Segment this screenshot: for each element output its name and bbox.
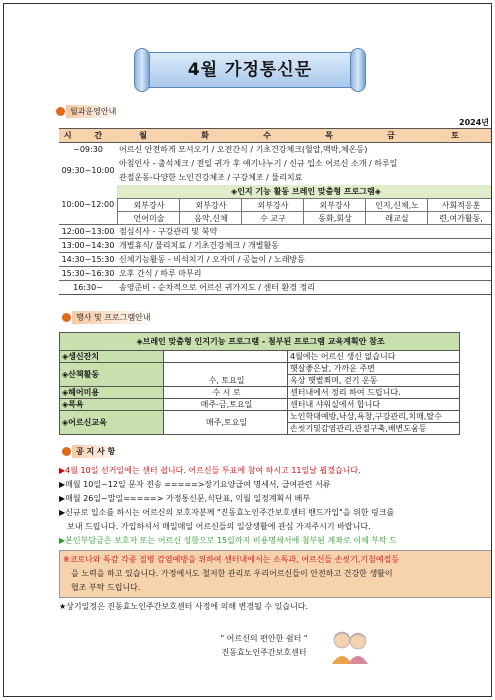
table-row [60,411,460,423]
program-cell: 외부강사 [241,199,303,212]
infection-notice-box [59,550,492,598]
section-title: 행사 및 프로그램안내 [72,311,155,324]
program-cell: 외부강사 [303,199,365,212]
time-cell: 16:30~ [59,281,117,295]
table-row [59,143,492,157]
header-tue: 화 [179,129,241,143]
table-row [60,363,460,375]
table-row [59,267,492,281]
time-cell: 13:00~14:30 [59,239,117,253]
notice-item: ※코로나와 독감 각종 질병 감염예방을 위하여 센터내에서는 소독과, 어르신들 손씻기,기침예절등 [63,555,400,564]
bullet-icon [62,313,71,322]
event-name: ◈산책활동 [60,363,164,387]
event-desc: 노인학대예방,낙상,욕창,구강관리,치매,탈수 [288,411,460,423]
program-cell: 외부강사 [179,199,241,212]
table-row [60,387,460,399]
program-cell: 련,여가활동, [427,212,492,225]
event-when [164,351,288,363]
footer-motto: " 어르신의 편안한 쉼터 " [220,634,308,643]
events-table [59,332,460,435]
event-when: 수, 토요일 [164,363,288,387]
table-row [60,333,460,351]
header-fri: 금 [365,129,427,143]
time-cell: 12:00~13:00 [59,225,117,239]
notice-item: ▶신규로 입소를 하시는 어르신의 보호자분께 "진동효노인주간보호센터 밴드가입"을 위한 링크를 [59,508,395,517]
header-wed: 수 [241,129,303,143]
activity-cell: 오후 간식 / 하루 마무리 [117,267,492,281]
section-title: 공 지 사 항 [72,445,119,458]
notice-item: 보내 드립니다. 가입하셔서 매일매일 어르신들의 일상생활에 관심 가져주시기 바랍니다. [67,522,371,531]
notice-list [59,464,492,614]
program-cell: 음악,신체 [179,212,241,225]
table-row [59,281,492,295]
table-row [59,171,492,185]
elderly-couple-icon [326,626,374,666]
daily-schedule-table [59,128,492,295]
notice-item: 을 노력을 하고 있습니다. 가정에서도 철저한 관리로 우리어르신들이 안전하고 건강한 생활이 [71,569,393,578]
activity-cell: 송영준비 - 순차적으로 어르신 귀가지도 / 센터 환경 정리 [117,281,492,295]
event-when: 매주-금,토요일 [164,399,288,411]
event-desc: 4월에는 어르신 생신 없습니다 [288,351,460,363]
table-row [59,157,492,171]
program-cell: 인지,신체,노 [365,199,427,212]
program-banner: ◈인지 기능 활동 브레인 맞춤형 프로그램◈ [117,185,492,199]
table-row [60,351,460,363]
activity-cell: 관절운동-다양한 노인건강체조 / 구강체조 / 물리치료 [119,173,303,182]
event-desc: 센터내 샤워실에서 합니다 [288,399,460,411]
table-row [60,399,460,411]
activity-cell: 어르신 안전하게 모셔오기 / 오전간식 / 기초건강체크(혈압,맥박,체온등) [119,145,368,155]
program-cell: 사회적응훈 [427,199,492,212]
program-reference: ◈브레인 맞춤형 인지기능 프로그램 - 첨부된 프로그램 교육계획안 참조 [60,333,460,351]
program-cell: 수 교구 [241,212,303,225]
header-thu: 목 [303,129,365,143]
notice-item: ▶매월 10일~12일 문자 전송 =====>장기요양급여 명세서, 급여관련 서류 [59,480,331,489]
event-desc: 옥상 햇볕쬐며, 걷기 운동 [288,375,460,387]
time-cell: 09:30~10:00 [61,166,115,175]
notice-item: ★상기일정은 진동효노인주간보호센터 사정에 의해 변경될 수 있습니다. [59,602,309,611]
section-title: 월과운영안내 [66,105,120,118]
notice-item: ▶본인부담금은 보호자 또는 어르신 성함으로 15일까지 비용명세서에 첨부된 계좌로 이체 부탁 드 [59,536,397,545]
time-cell: 15:30~16:30 [59,267,117,281]
section-schedule-heading [56,105,120,118]
bullet-icon [62,447,71,456]
event-when: 매주,토요일 [164,411,288,435]
notice-item: ▶매월 26일~말일=====> 가정통신문,식단표, 익월 일정계획서 배부 [59,494,311,503]
table-row [59,239,492,253]
activity-cell: 점심식사 - 구강관리 및 북약 [117,225,492,239]
program-cell: 래교실 [365,212,427,225]
time-cell: 14:30~15:30 [59,253,117,267]
event-desc: 손씻기및감염관리,관절구축,배변도움등 [288,423,460,435]
table-row [59,185,492,199]
event-name: ◈어르신교육 [60,411,164,435]
footer-center-name: 진동효노인주간보호센터 [221,648,307,657]
time-cell: 10:00~12:00 [61,199,115,209]
time-cell: ~09:30 [73,145,103,155]
schedule-date: 2024년 [459,118,489,127]
bullet-icon [56,107,65,116]
header-time: 시 간 [59,129,117,143]
section-notice-heading [62,445,119,458]
header-mon: 월 [117,129,179,143]
event-desc: 햇살좋은날, 가까운 주변 [288,363,460,375]
notice-item: ▶4월 10일 선거일에는 센터 쉽니다. 어르신들 투표에 참여 하시고 11일날 뵙겠습니다. [59,466,361,475]
schedule-header-row [59,129,492,143]
table-row [59,253,492,267]
title-banner [132,46,368,96]
event-name: ◈생신잔치 [60,351,164,363]
section-events-heading [62,311,155,324]
notice-item: 협조 부탁 드립니다. [71,583,141,592]
activity-cell: 신체기능활동 - 비석치기 / 오자미 / 공놀이 / 노래방등 [117,253,492,267]
newsletter-page [3,3,492,697]
event-name: ◈목욕 [60,399,164,411]
event-name: ◈헤어미용 [60,387,164,399]
program-cell: 동화,회상 [303,212,365,225]
header-sat: 토 [427,129,492,143]
table-row [59,225,492,239]
event-when: 수 시 로 [164,387,288,399]
table-row [59,212,492,225]
event-desc: 센터내에서 정리 하여 드립니다. [288,387,460,399]
activity-cell: 아침인사 - 출석체크 / 전일 귀가 후 얘기나누기 / 신규 입소 어르신 소개 / 하루일 [119,159,398,168]
activity-cell: 개별휴식/ 물리치료 / 기초건강체크 / 개별활동 [117,239,492,253]
program-cell: 외부강사 [117,199,179,212]
table-row [59,199,492,212]
newsletter-title: 4월 가정통신문 [187,60,313,80]
program-cell: 언어미술 [117,212,179,225]
